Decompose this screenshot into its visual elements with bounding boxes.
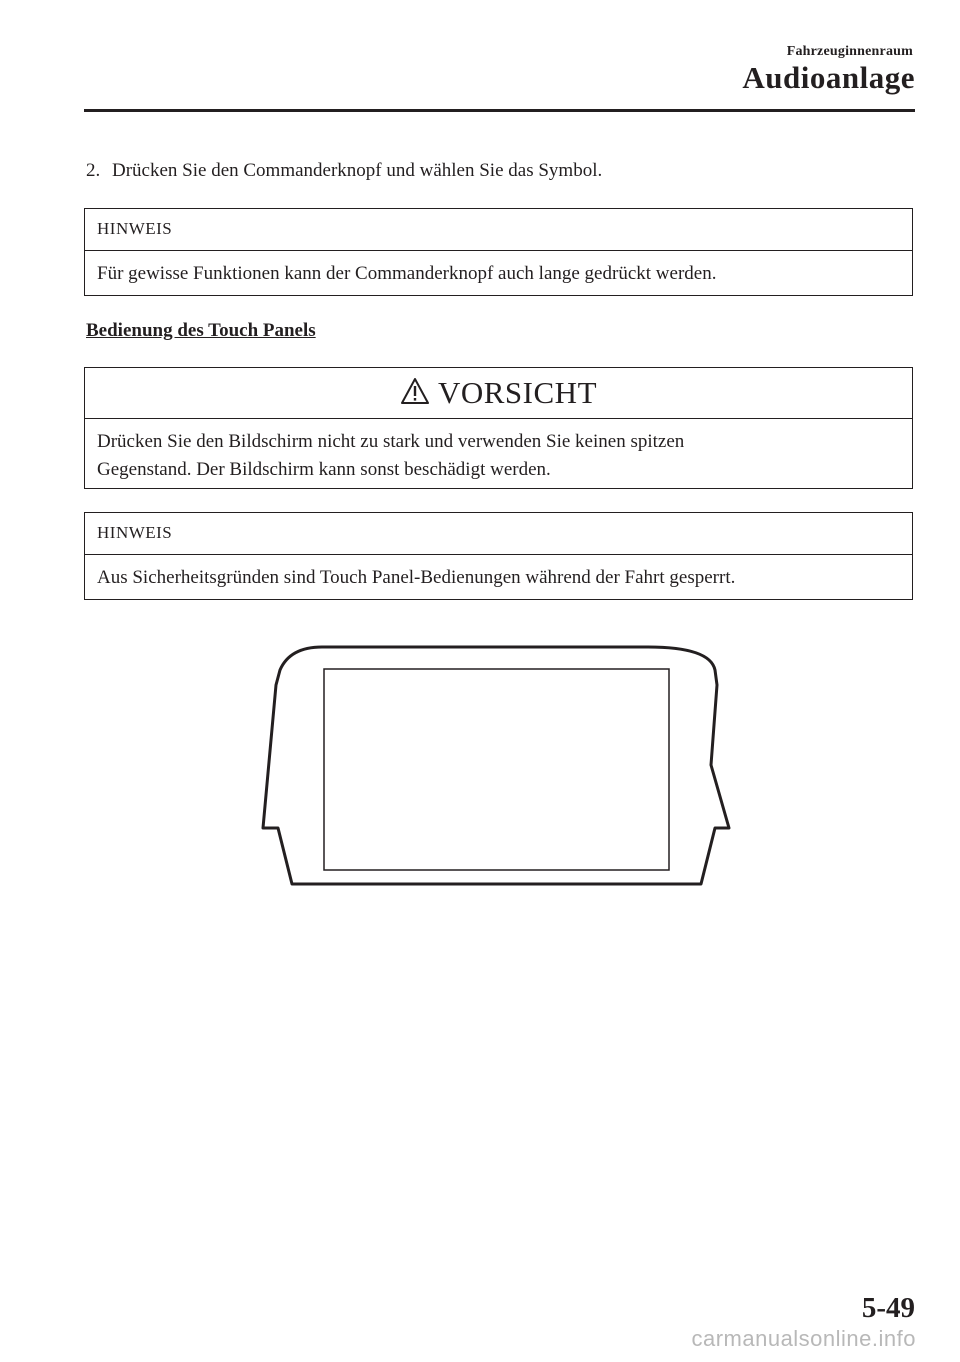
note-box-1 [84, 208, 913, 296]
note-text: Aus Sicherheitsgründen sind Touch Panel-Bedienungen während der Fahrt gesperrt. [97, 567, 736, 588]
caution-line-2: Gegenstand. Der Bildschirm kann sonst beschädigt werden. [97, 459, 551, 480]
step-text: Drücken Sie den Commanderknopf und wählen Sie das Symbol. [112, 160, 603, 181]
header-section-title: Fahrzeuginnenraum [786, 44, 913, 59]
touch-panel-display-icon [260, 640, 740, 895]
caution-text [85, 419, 912, 496]
warning-triangle-icon [400, 377, 430, 410]
header-rule [84, 109, 915, 112]
watermark: carmanualsonline.info [691, 1326, 916, 1351]
note-title: HINWEIS [85, 209, 912, 251]
header-chapter-title: Audioanlage [742, 60, 915, 95]
step-item [86, 160, 602, 182]
caution-header [85, 368, 912, 419]
page-number: 5-49 [861, 1292, 915, 1324]
caution-line-1: Drücken Sie den Bildschirm nicht zu stark und verwenden Sie keinen spitzen [97, 431, 685, 452]
note-text: Für gewisse Funktionen kann der Commanderknopf auch lange gedrückt werden. [97, 263, 717, 284]
caution-box [84, 367, 913, 489]
note-box-2 [84, 512, 913, 600]
subheading: Bedienung des Touch Panels [86, 320, 316, 341]
caution-title: VORSICHT [437, 375, 597, 410]
step-number: 2. [86, 160, 101, 181]
note-title: HINWEIS [85, 513, 912, 555]
